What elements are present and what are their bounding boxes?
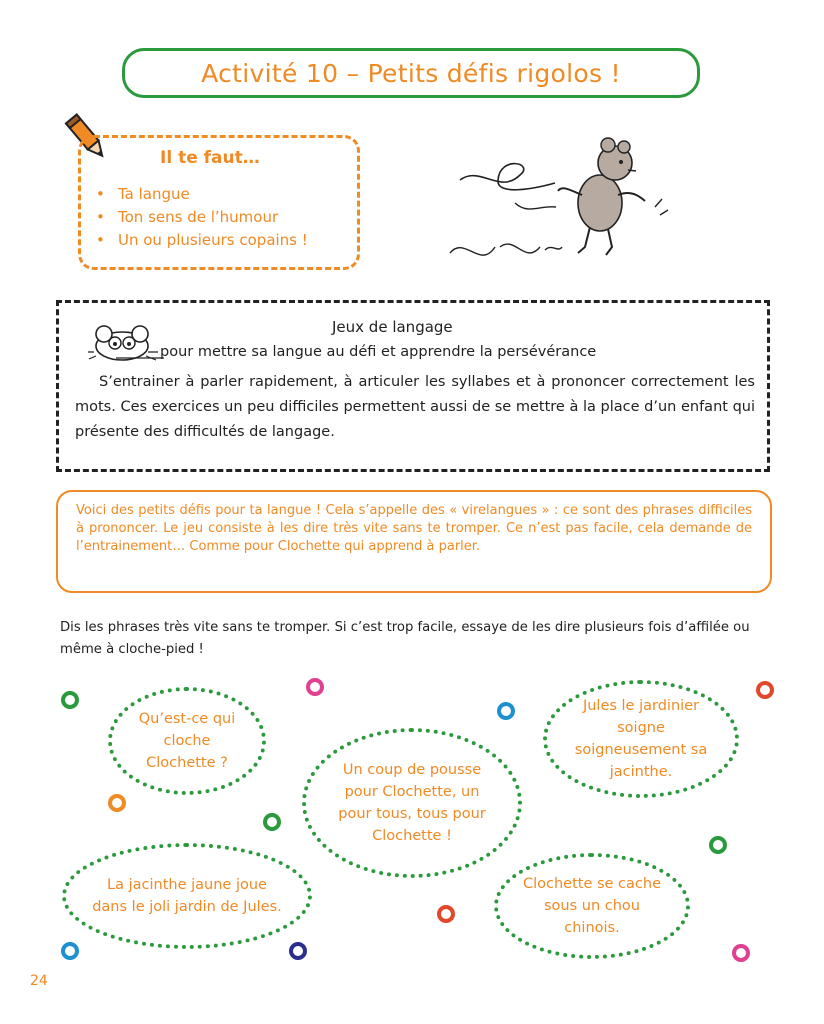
ring-decoration bbox=[437, 905, 455, 923]
language-games-title: Jeux de langage bbox=[332, 318, 453, 336]
mouse-face-icon bbox=[86, 322, 164, 364]
ring-decoration bbox=[289, 942, 307, 960]
tongue-twister-bubble bbox=[543, 680, 739, 798]
tongue-twister-text: Jules le jardinier soigne soigneusement sa jacinthe. bbox=[574, 698, 708, 780]
language-games-subtitle: pour mettre sa langue au défi et apprendre la persévérance bbox=[160, 344, 597, 360]
intro-box: Voici des petits défis pour ta langue ! Cela s’appelle des « virelangues » : ce sont des phrases difficiles à prononcer. Le jeu consiste à les dire très vite sans te tromper. Ce n’est pas facile, cela demande de l’entrainement… Comme pour Clochette qui apprend à parler. bbox=[56, 490, 772, 593]
tongue-twister-text: La jacinthe jaune joue dans le joli jardin de Jules. bbox=[92, 877, 282, 915]
tongue-twister-bubble bbox=[494, 853, 690, 959]
page-number: 24 bbox=[30, 973, 48, 989]
tongue-twister-text: Un coup de pousse pour Clochette, un pour tous, tous pour Clochette ! bbox=[338, 762, 486, 844]
tongue-twister-bubble bbox=[62, 843, 312, 949]
list-item: • Ta langue bbox=[96, 183, 308, 206]
tongue-twister-bubble bbox=[108, 687, 266, 795]
tongue-twister-text: Qu’est-ce qui cloche Clochette ? bbox=[138, 711, 236, 771]
ring-decoration bbox=[709, 836, 727, 854]
list-item: • Un ou plusieurs copains ! bbox=[96, 229, 308, 252]
ring-decoration bbox=[306, 678, 324, 696]
needs-heading: Il te faut… bbox=[160, 148, 260, 168]
tongue-twister-text: Clochette se cache sous un chou chinois. bbox=[522, 876, 662, 936]
ring-decoration bbox=[61, 691, 79, 709]
list-item: • Ton sens de l’humour bbox=[96, 206, 308, 229]
ring-decoration bbox=[108, 794, 126, 812]
page-title: Activité 10 – Petits défis rigolos ! bbox=[201, 58, 621, 88]
language-games-description: S’entrainer à parler rapidement, à articuler les syllabes et à prononcer correctement les mots. Ces exercices un peu difficiles permettent aussi de se mettre à la place d’un enfant qui présente des difficultés de langage. bbox=[75, 374, 755, 440]
ring-decoration bbox=[732, 944, 750, 962]
ring-decoration bbox=[756, 681, 774, 699]
instruction-text: Dis les phrases très vite sans te tromper. Si c’est trop facile, essaye de les dire plusieurs fois d’affilée ou même à cloche-pied ! bbox=[60, 620, 750, 657]
ring-decoration bbox=[263, 813, 281, 831]
tongue-twister-bubble bbox=[302, 728, 522, 878]
ring-decoration bbox=[497, 702, 515, 720]
title-box bbox=[122, 48, 700, 98]
jumping-mouse-illustration bbox=[440, 135, 680, 275]
ring-decoration bbox=[61, 942, 79, 960]
needs-list bbox=[96, 183, 308, 252]
